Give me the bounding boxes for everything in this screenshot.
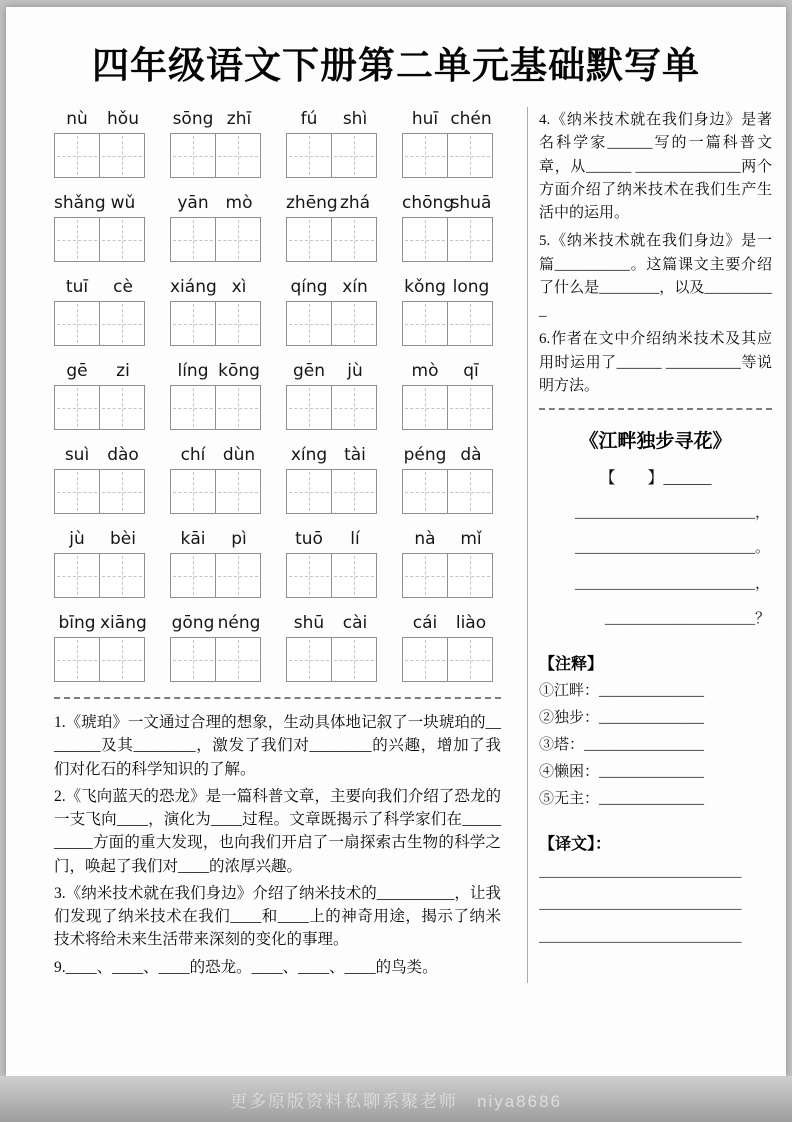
writing-boxes <box>286 301 378 346</box>
writing-box <box>447 217 493 262</box>
pinyin-syllable: dùn <box>222 445 256 465</box>
pinyin-label <box>286 613 378 633</box>
pinyin-syllable: bīng <box>58 613 96 633</box>
left-column <box>6 107 527 983</box>
question-text: 2.《飞向蓝天的恐龙》是一篇科普文章，主要向我们介绍了恐龙的一支飞向____，演化为____过程。文章既揭示了科学家们在__________方面的重大发现，也向我们开启了一扇探索古生物的科学之门，唤起了我们对____的浓厚兴趣。 <box>54 787 501 875</box>
pinyin-label <box>54 277 146 297</box>
poem-title: 《江畔独步寻花》 <box>579 431 732 452</box>
word-group <box>402 193 494 262</box>
word-group <box>286 277 378 346</box>
pinyin-row <box>54 613 501 682</box>
pinyin-row <box>54 193 501 262</box>
writing-boxes <box>54 553 146 598</box>
writing-box <box>170 217 216 262</box>
word-group <box>54 529 146 598</box>
pinyin-syllable: kāi <box>180 529 206 549</box>
word-group <box>286 109 378 178</box>
writing-box <box>286 637 332 682</box>
pinyin-syllable: long <box>452 277 490 297</box>
pinyin-label <box>402 361 494 381</box>
pinyin-label <box>286 193 378 213</box>
pinyin-syllable: shuā <box>450 193 492 213</box>
question-text: 6.作者在文中介绍纳米技术及其应用时运用了______ __________等说明方法。 <box>539 331 772 394</box>
pinyin-syllable: chén <box>450 109 492 129</box>
word-group <box>402 613 494 682</box>
pinyin-label <box>170 445 262 465</box>
word-group <box>402 277 494 346</box>
writing-box <box>99 301 145 346</box>
question-text: 3.《纳米技术就在我们身边》介绍了纳米技术的__________，让我们发现了纳米技术在我们____和____上的神奇用途，揭示了纳米技术将给未来生活带来深刻的变化的事理。 <box>54 884 501 949</box>
writing-boxes <box>54 385 146 430</box>
writing-boxes <box>402 133 494 178</box>
writing-boxes <box>286 469 378 514</box>
right-questions <box>539 109 772 398</box>
writing-box <box>54 469 100 514</box>
writing-box <box>447 553 493 598</box>
pinyin-syllable: wǔ <box>110 193 136 213</box>
writing-box <box>99 553 145 598</box>
pinyin-syllable: zhēng <box>286 193 338 213</box>
pinyin-label <box>402 109 494 129</box>
pinyin-syllable: mò <box>225 193 253 213</box>
writing-box <box>402 637 448 682</box>
writing-box <box>286 385 332 430</box>
right-column <box>527 107 786 983</box>
pinyin-syllable: kōng <box>218 361 260 381</box>
pinyin-label <box>402 193 494 213</box>
writing-box <box>286 133 332 178</box>
pinyin-syllable: kǒng <box>404 277 446 297</box>
writing-box <box>402 217 448 262</box>
pinyin-syllable: tài <box>344 445 366 465</box>
pinyin-syllable: chōng <box>402 193 455 213</box>
pinyin-label <box>54 109 146 129</box>
pinyin-row <box>54 109 501 178</box>
pinyin-syllable: hǒu <box>107 109 139 129</box>
pinyin-syllable: zi <box>116 361 130 381</box>
poem-author-blank: 【 】______ <box>599 470 712 487</box>
writing-box <box>447 385 493 430</box>
pinyin-syllable: jù <box>69 529 85 549</box>
writing-box <box>170 637 216 682</box>
word-group <box>54 109 146 178</box>
writing-box <box>286 217 332 262</box>
pinyin-syllable: xín <box>342 277 368 297</box>
word-group <box>54 361 146 430</box>
writing-box <box>54 301 100 346</box>
writing-boxes <box>54 637 146 682</box>
note-item: ③塔：________________ <box>539 737 705 753</box>
pinyin-label <box>54 445 146 465</box>
writing-boxes <box>170 301 262 346</box>
pinyin-syllable: fú <box>300 109 318 129</box>
pinyin-syllable: jù <box>347 361 363 381</box>
pinyin-label <box>286 361 378 381</box>
word-group <box>170 193 262 262</box>
translation-lines <box>539 856 772 953</box>
pinyin-label <box>170 529 262 549</box>
pinyin-row <box>54 361 501 430</box>
pinyin-label <box>54 613 146 633</box>
pinyin-label <box>402 277 494 297</box>
writing-box <box>402 133 448 178</box>
pinyin-syllable: xiāng <box>100 613 147 633</box>
word-group <box>54 445 146 514</box>
writing-box <box>99 637 145 682</box>
writing-boxes <box>402 469 494 514</box>
writing-boxes <box>54 217 146 262</box>
pinyin-label <box>170 361 262 381</box>
writing-box <box>54 133 100 178</box>
writing-boxes <box>170 469 262 514</box>
writing-box <box>447 469 493 514</box>
pinyin-syllable: gē <box>66 361 88 381</box>
word-group <box>170 109 262 178</box>
pinyin-syllable: gēn <box>292 361 326 381</box>
pinyin-syllable: yān <box>177 193 209 213</box>
pinyin-label <box>286 109 378 129</box>
pinyin-label <box>286 529 378 549</box>
writing-box <box>286 553 332 598</box>
writing-box <box>402 301 448 346</box>
writing-box <box>215 133 261 178</box>
pinyin-syllable: shū <box>293 613 325 633</box>
writing-box <box>331 637 377 682</box>
pinyin-label <box>54 361 146 381</box>
word-group <box>170 361 262 430</box>
word-group <box>286 361 378 430</box>
pinyin-label <box>54 529 146 549</box>
pinyin-syllable: qíng <box>290 277 328 297</box>
pinyin-syllable: dà <box>460 445 482 465</box>
word-group <box>54 193 146 262</box>
word-group <box>402 109 494 178</box>
pinyin-syllable: shì <box>342 109 368 129</box>
writing-box <box>54 553 100 598</box>
pinyin-syllable: zhī <box>226 109 252 129</box>
writing-boxes <box>402 637 494 682</box>
pinyin-syllable: xì <box>231 277 247 297</box>
pinyin-syllable: qī <box>463 361 479 381</box>
writing-box <box>215 637 261 682</box>
notes-list <box>539 678 772 813</box>
writing-box <box>331 385 377 430</box>
pinyin-syllable: cài <box>342 613 368 633</box>
question-text: 5.《纳米技术就在我们身边》是一篇__________。这篇课文主要介绍了什么是________，以及__________ <box>539 233 772 319</box>
pinyin-row <box>54 529 501 598</box>
writing-boxes <box>286 217 378 262</box>
word-group <box>402 529 494 598</box>
poem-lines <box>539 496 772 637</box>
word-group <box>402 361 494 430</box>
writing-boxes <box>54 301 146 346</box>
writing-boxes <box>286 133 378 178</box>
notes-section <box>539 651 772 813</box>
pinyin-syllable: nù <box>66 109 88 129</box>
writing-boxes <box>170 385 262 430</box>
writing-boxes <box>170 133 262 178</box>
writing-box <box>286 469 332 514</box>
pinyin-label <box>170 613 262 633</box>
pinyin-syllable: líng <box>177 361 209 381</box>
question-text: 4.《纳米技术就在我们身边》是著名科学家______写的一篇科普文章，从______ ______________两个方面介绍了纳米技术在我们生产生活中的运用。 <box>539 112 772 221</box>
word-group <box>286 193 378 262</box>
writing-boxes <box>402 217 494 262</box>
notes-header: 【注释】 <box>539 656 604 673</box>
writing-box <box>215 469 261 514</box>
writing-box <box>215 553 261 598</box>
content-area <box>6 107 786 983</box>
note-item: ④懒困：______________ <box>539 764 705 780</box>
writing-boxes <box>54 469 146 514</box>
note-item: ②独步：______________ <box>539 710 705 726</box>
writing-box <box>215 301 261 346</box>
pinyin-syllable: xiáng <box>170 277 217 297</box>
pinyin-syllable: lí <box>350 529 360 549</box>
writing-box <box>447 133 493 178</box>
word-group <box>170 529 262 598</box>
word-group <box>402 445 494 514</box>
pinyin-syllable: nà <box>414 529 436 549</box>
word-group <box>170 445 262 514</box>
word-group <box>286 529 378 598</box>
pinyin-syllable: xíng <box>290 445 328 465</box>
word-group <box>170 277 262 346</box>
pinyin-label <box>170 109 262 129</box>
writing-box <box>99 385 145 430</box>
pinyin-syllable: chí <box>180 445 206 465</box>
writing-boxes <box>170 637 262 682</box>
translation-section <box>539 831 772 953</box>
question-text: 1.《琥珀》一文通过合理的想象，生动具体地记叙了一块琥珀的________及其________，激发了我们对________的兴趣，增加了我们对化石的科学知识的了解。 <box>54 714 501 778</box>
poem-blank-line: ____________________？ <box>604 610 770 627</box>
poem-section <box>539 426 772 637</box>
writing-box <box>331 553 377 598</box>
pinyin-label <box>170 193 262 213</box>
pinyin-syllable: tuō <box>295 529 323 549</box>
pinyin-syllable: zhá <box>339 193 371 213</box>
pinyin-syllable: liào <box>455 613 487 633</box>
pinyin-label <box>402 529 494 549</box>
note-item: ①江畔：______________ <box>539 683 705 699</box>
pinyin-label <box>402 613 494 633</box>
worksheet-paper <box>6 7 786 1077</box>
left-questions <box>54 711 501 979</box>
watermark-text: 更多原版资料私聊系聚老师 niya8686 <box>229 1091 562 1111</box>
left-section-divider <box>54 697 501 699</box>
writing-box <box>99 217 145 262</box>
writing-boxes <box>286 553 378 598</box>
writing-box <box>331 217 377 262</box>
writing-box <box>170 385 216 430</box>
pinyin-syllable: shǎng <box>54 193 106 213</box>
word-group <box>170 613 262 682</box>
writing-box <box>331 301 377 346</box>
page-title: 四年级语文下册第二单元基础默写单 <box>92 46 700 87</box>
pinyin-syllable: huī <box>411 109 439 129</box>
writing-box <box>447 637 493 682</box>
pinyin-syllable: suì <box>64 445 90 465</box>
poem-blank-line: ________________________， <box>574 575 770 592</box>
word-group <box>286 445 378 514</box>
writing-box <box>170 133 216 178</box>
poem-blank-line: ________________________。 <box>574 540 770 557</box>
pinyin-syllable: cè <box>113 277 133 297</box>
pinyin-syllable: cái <box>412 613 438 633</box>
pinyin-syllable: péng <box>403 445 447 465</box>
writing-box <box>170 553 216 598</box>
poem-blank-line: ________________________， <box>574 505 770 521</box>
writing-box <box>331 469 377 514</box>
writing-boxes <box>286 637 378 682</box>
word-group <box>54 613 146 682</box>
pinyin-label <box>54 193 146 213</box>
pinyin-label <box>402 445 494 465</box>
writing-boxes <box>402 385 494 430</box>
writing-boxes <box>286 385 378 430</box>
pinyin-syllable: dào <box>107 445 139 465</box>
writing-box <box>215 217 261 262</box>
writing-box <box>331 133 377 178</box>
writing-boxes <box>170 217 262 262</box>
writing-box <box>402 553 448 598</box>
writing-box <box>170 301 216 346</box>
writing-box <box>402 385 448 430</box>
writing-box <box>170 469 216 514</box>
writing-boxes <box>170 553 262 598</box>
writing-box <box>54 637 100 682</box>
question-text: 9.____、____、____的恐龙。____、____、____的鸟类。 <box>54 958 438 976</box>
translation-blank-line: ___________________________ <box>539 896 742 913</box>
writing-box <box>99 469 145 514</box>
translation-header: 【译文】： <box>539 836 612 853</box>
pinyin-syllable: gōng <box>171 613 215 633</box>
pinyin-syllable: sōng <box>172 109 214 129</box>
pinyin-label <box>286 445 378 465</box>
note-item: ⑤无主：______________ <box>539 791 705 807</box>
pinyin-label <box>286 277 378 297</box>
photo-footer <box>0 1076 792 1122</box>
writing-box <box>54 217 100 262</box>
writing-box <box>99 133 145 178</box>
writing-box <box>286 301 332 346</box>
pinyin-syllable: néng <box>217 613 261 633</box>
pinyin-row <box>54 277 501 346</box>
writing-box <box>402 469 448 514</box>
right-section-divider <box>539 408 772 410</box>
writing-box <box>447 301 493 346</box>
writing-boxes <box>54 133 146 178</box>
pinyin-label <box>170 277 262 297</box>
pinyin-syllable: mò <box>411 361 439 381</box>
pinyin-syllable: pì <box>231 529 247 549</box>
translation-blank-line: ___________________________ <box>539 928 742 945</box>
writing-box <box>54 385 100 430</box>
translation-blank-line: ___________________________ <box>539 864 742 880</box>
writing-boxes <box>402 553 494 598</box>
pinyin-grid <box>54 109 501 682</box>
word-group <box>54 277 146 346</box>
pinyin-syllable: bèi <box>110 529 136 549</box>
writing-boxes <box>402 301 494 346</box>
pinyin-syllable: tuī <box>65 277 89 297</box>
word-group <box>286 613 378 682</box>
pinyin-syllable: mǐ <box>460 529 482 549</box>
pinyin-row <box>54 445 501 514</box>
writing-box <box>215 385 261 430</box>
